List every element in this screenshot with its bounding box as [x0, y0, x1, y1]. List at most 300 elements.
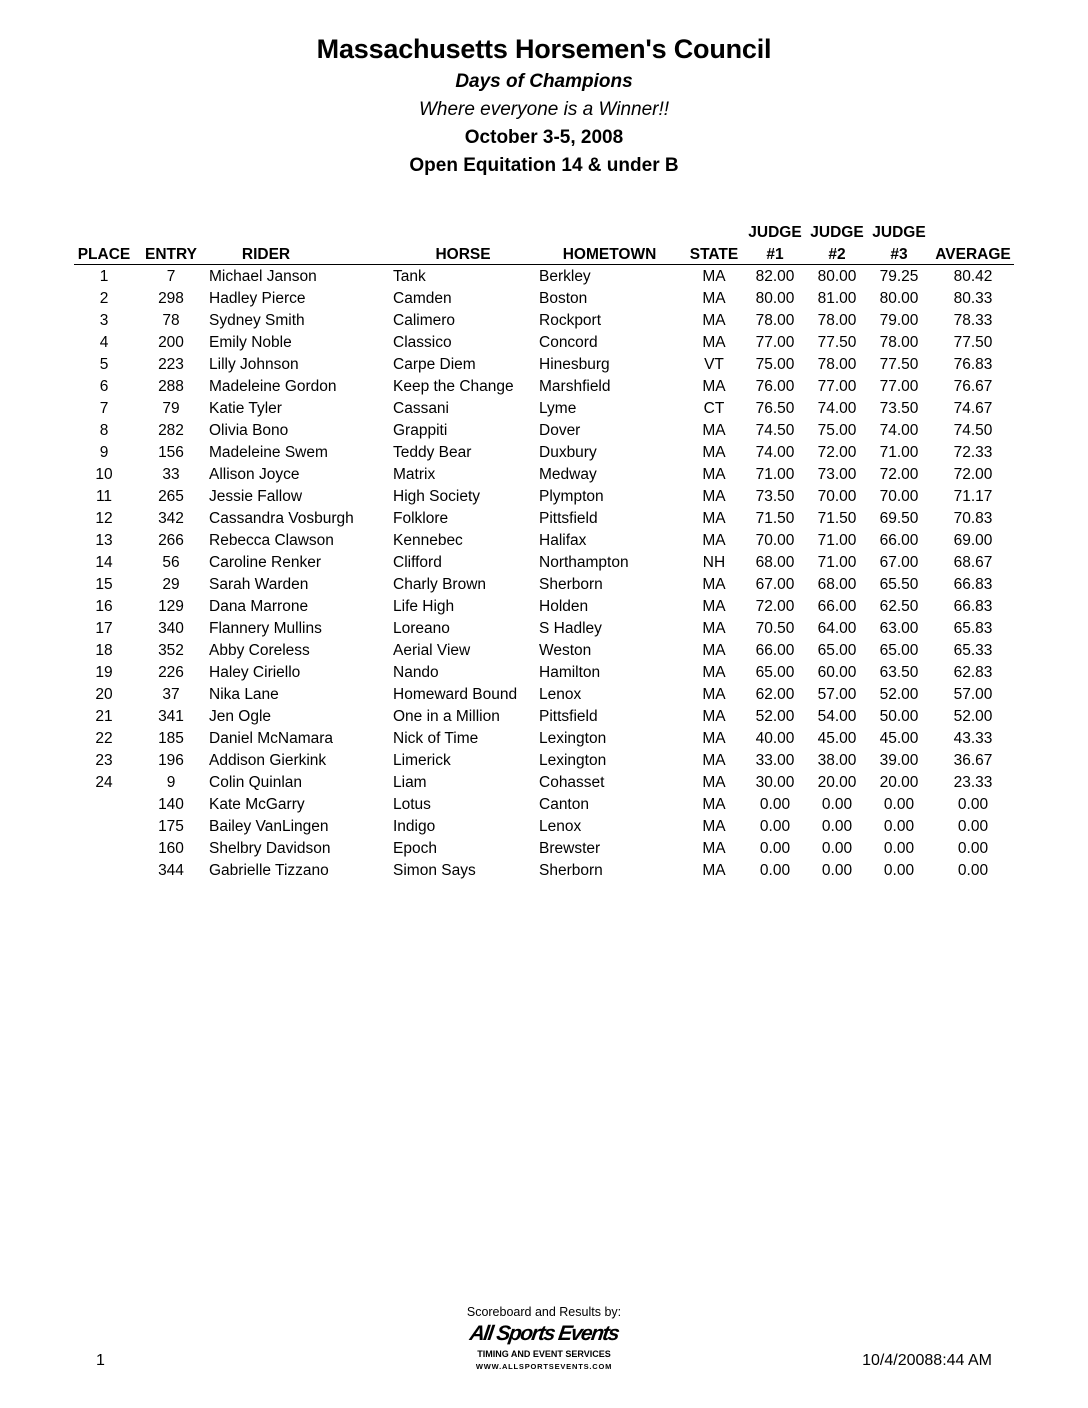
- cell-hometown: Cohasset: [539, 774, 605, 791]
- cell-horse: Limerick: [393, 752, 451, 769]
- cell-horse: Matrix: [393, 466, 436, 483]
- cell-entry: 29: [162, 576, 180, 593]
- cell-judge-2: 73.00: [817, 466, 857, 483]
- column-header-row: [0, 244, 1088, 266]
- cell-judge-3: 39.00: [879, 752, 919, 769]
- cell-entry: 223: [158, 356, 184, 373]
- cell-state: MA: [702, 510, 726, 527]
- cell-judge-2: 66.00: [817, 598, 857, 615]
- cell-hometown: Hinesburg: [539, 356, 610, 373]
- cell-state: MA: [702, 378, 726, 395]
- cell-rider: Lilly Johnson: [209, 356, 299, 373]
- cell-state: MA: [702, 752, 726, 769]
- table-row: [0, 420, 1088, 442]
- table-row: [0, 794, 1088, 816]
- cell-place: 22: [95, 730, 113, 747]
- document-title: Massachusetts Horsemen's Council: [316, 34, 772, 64]
- cell-judge-3: 65.00: [879, 642, 919, 659]
- cell-judge-1: 40.00: [755, 730, 795, 747]
- cell-judge-3: 77.50: [879, 356, 919, 373]
- cell-horse: Kennebec: [393, 532, 463, 549]
- cell-judge-3: 69.50: [879, 510, 919, 527]
- table-row: [0, 750, 1088, 772]
- cell-hometown: Halifax: [539, 532, 587, 549]
- cell-average: 72.00: [953, 466, 993, 483]
- cell-judge-2: 20.00: [817, 774, 857, 791]
- cell-judge-1: 71.50: [755, 510, 795, 527]
- cell-judge-1: 74.50: [755, 422, 795, 439]
- cell-horse: Epoch: [393, 840, 437, 857]
- cell-entry: 200: [158, 334, 184, 351]
- cell-judge-2: 57.00: [817, 686, 857, 703]
- table-row: [0, 486, 1088, 508]
- table-row: [0, 266, 1088, 288]
- cell-entry: 175: [158, 818, 184, 835]
- cell-judge-3: 0.00: [883, 840, 915, 857]
- cell-rider: Shelbry Davidson: [209, 840, 331, 857]
- table-row: [0, 838, 1088, 860]
- cell-rider: Haley Ciriello: [209, 664, 301, 681]
- cell-place: 15: [95, 576, 113, 593]
- cell-average: 80.33: [953, 290, 993, 307]
- cell-judge-1: 75.00: [755, 356, 795, 373]
- cell-place: 11: [95, 488, 113, 505]
- cell-entry: 196: [158, 752, 184, 769]
- cell-average: 74.50: [953, 422, 993, 439]
- cell-state: MA: [702, 796, 726, 813]
- cell-judge-3: 78.00: [879, 334, 919, 351]
- cell-judge-2: 0.00: [821, 840, 853, 857]
- cell-horse: Grappiti: [393, 422, 448, 439]
- cell-state: MA: [702, 818, 726, 835]
- judge-1-group-label: JUDGE: [748, 224, 802, 241]
- cell-average: 65.83: [953, 620, 993, 637]
- cell-rider: Jen Ogle: [209, 708, 272, 725]
- timing-services-text: TIMING AND EVENT SERVICES: [477, 1349, 611, 1359]
- cell-state: MA: [702, 290, 726, 307]
- cell-judge-1: 70.00: [755, 532, 795, 549]
- cell-hometown: Berkley: [539, 268, 591, 285]
- table-row: [0, 398, 1088, 420]
- cell-rider: Gabrielle Tizzano: [209, 862, 329, 879]
- cell-judge-3: 71.00: [879, 444, 919, 461]
- cell-place: 13: [95, 532, 113, 549]
- cell-entry: 140: [158, 796, 184, 813]
- cell-judge-3: 67.00: [879, 554, 919, 571]
- cell-state: MA: [702, 444, 726, 461]
- cell-average: 36.67: [953, 752, 993, 769]
- table-row: [0, 618, 1088, 640]
- cell-place: 10: [95, 466, 113, 483]
- cell-rider: Sarah Warden: [209, 576, 309, 593]
- cell-rider: Addison Gierkink: [209, 752, 327, 769]
- cell-place: 14: [95, 554, 113, 571]
- cell-state: MA: [702, 466, 726, 483]
- col-header-average: AVERAGE: [935, 246, 1011, 263]
- cell-place: 12: [95, 510, 113, 527]
- cell-entry: 79: [162, 400, 180, 417]
- cell-rider: Olivia Bono: [209, 422, 289, 439]
- cell-entry: 344: [158, 862, 184, 879]
- cell-judge-1: 73.50: [755, 488, 795, 505]
- cell-horse: Charly Brown: [393, 576, 487, 593]
- cell-average: 43.33: [953, 730, 993, 747]
- cell-hometown: Concord: [539, 334, 598, 351]
- cell-state: NH: [702, 554, 726, 571]
- scoreboard-credit: Scoreboard and Results by:: [466, 1305, 622, 1319]
- cell-state: MA: [702, 840, 726, 857]
- cell-judge-2: 38.00: [817, 752, 857, 769]
- cell-average: 62.83: [953, 664, 993, 681]
- cell-judge-1: 72.00: [755, 598, 795, 615]
- cell-state: MA: [702, 774, 726, 791]
- cell-judge-2: 64.00: [817, 620, 857, 637]
- table-row: [0, 288, 1088, 310]
- cell-place: 6: [99, 378, 109, 395]
- cell-horse: Keep the Change: [393, 378, 514, 395]
- cell-average: 65.33: [953, 642, 993, 659]
- cell-horse: Carpe Diem: [393, 356, 476, 373]
- cell-hometown: Hamilton: [539, 664, 601, 681]
- cell-entry: 298: [158, 290, 184, 307]
- cell-judge-1: 68.00: [755, 554, 795, 571]
- judge-group-header-row: [0, 222, 1088, 244]
- cell-judge-2: 75.00: [817, 422, 857, 439]
- cell-judge-3: 79.25: [879, 268, 919, 285]
- cell-hometown: Plympton: [539, 488, 604, 505]
- cell-average: 66.83: [953, 598, 993, 615]
- cell-judge-2: 71.00: [817, 554, 857, 571]
- cell-judge-2: 0.00: [821, 818, 853, 835]
- cell-judge-2: 71.00: [817, 532, 857, 549]
- cell-judge-2: 45.00: [817, 730, 857, 747]
- cell-entry: 33: [162, 466, 180, 483]
- cell-judge-1: 62.00: [755, 686, 795, 703]
- cell-horse: One in a Million: [393, 708, 500, 725]
- cell-judge-3: 66.00: [879, 532, 919, 549]
- cell-judge-3: 79.00: [879, 312, 919, 329]
- cell-entry: 288: [158, 378, 184, 395]
- cell-horse: Folklore: [393, 510, 449, 527]
- cell-state: MA: [702, 642, 726, 659]
- cell-rider: Caroline Renker: [209, 554, 321, 571]
- cell-hometown: Boston: [539, 290, 588, 307]
- cell-entry: 282: [158, 422, 184, 439]
- cell-hometown: Medway: [539, 466, 597, 483]
- table-row: [0, 530, 1088, 552]
- cell-place: 2: [99, 290, 109, 307]
- col-header-horse: HORSE: [435, 246, 491, 263]
- cell-place: 18: [95, 642, 113, 659]
- cell-judge-2: 72.00: [817, 444, 857, 461]
- cell-place: 19: [95, 664, 113, 681]
- table-row: [0, 596, 1088, 618]
- cell-judge-2: 60.00: [817, 664, 857, 681]
- table-row: [0, 574, 1088, 596]
- table-row: [0, 662, 1088, 684]
- cell-judge-1: 52.00: [755, 708, 795, 725]
- cell-judge-2: 77.00: [817, 378, 857, 395]
- document-header: [0, 30, 1088, 180]
- cell-hometown: Northampton: [539, 554, 629, 571]
- cell-judge-3: 20.00: [879, 774, 919, 791]
- cell-rider: Jessie Fallow: [209, 488, 303, 505]
- table-row: [0, 860, 1088, 882]
- cell-rider: Allison Joyce: [209, 466, 300, 483]
- all-sports-events-logo: All Sports Events: [468, 1322, 620, 1345]
- cell-rider: Katie Tyler: [209, 400, 282, 417]
- cell-rider: Abby Coreless: [209, 642, 310, 659]
- cell-rider: Cassandra Vosburgh: [209, 510, 354, 527]
- cell-judge-2: 54.00: [817, 708, 857, 725]
- cell-rider: Daniel McNamara: [209, 730, 334, 747]
- cell-horse: High Society: [393, 488, 481, 505]
- cell-average: 76.83: [953, 356, 993, 373]
- cell-entry: 156: [158, 444, 184, 461]
- cell-judge-1: 65.00: [755, 664, 795, 681]
- cell-state: MA: [702, 268, 726, 285]
- cell-state: MA: [702, 488, 726, 505]
- col-header-hometown: HOMETOWN: [562, 246, 657, 263]
- cell-rider: Nika Lane: [209, 686, 279, 703]
- table-row: [0, 354, 1088, 376]
- cell-horse: Life High: [393, 598, 455, 615]
- cell-horse: Homeward Bound: [393, 686, 518, 703]
- cell-average: 74.67: [953, 400, 993, 417]
- cell-judge-1: 70.50: [755, 620, 795, 637]
- cell-judge-1: 71.00: [755, 466, 795, 483]
- cell-horse: Clifford: [393, 554, 442, 571]
- table-row: [0, 816, 1088, 838]
- cell-hometown: S Hadley: [539, 620, 602, 637]
- cell-place: 3: [99, 312, 109, 329]
- cell-hometown: Lenox: [539, 818, 582, 835]
- cell-average: 0.00: [957, 840, 989, 857]
- cell-horse: Liam: [393, 774, 427, 791]
- cell-judge-2: 0.00: [821, 796, 853, 813]
- cell-place: 16: [95, 598, 113, 615]
- cell-average: 70.83: [953, 510, 993, 527]
- cell-entry: 37: [162, 686, 180, 703]
- cell-state: CT: [703, 400, 725, 417]
- cell-hometown: Lenox: [539, 686, 582, 703]
- cell-rider: Dana Marrone: [209, 598, 309, 615]
- cell-judge-1: 82.00: [755, 268, 795, 285]
- cell-horse: Loreano: [393, 620, 450, 637]
- header-divider: [74, 264, 1014, 265]
- cell-hometown: Sherborn: [539, 576, 603, 593]
- cell-average: 52.00: [953, 708, 993, 725]
- cell-entry: 160: [158, 840, 184, 857]
- cell-entry: 226: [158, 664, 184, 681]
- cell-judge-3: 72.00: [879, 466, 919, 483]
- cell-average: 57.00: [953, 686, 993, 703]
- cell-judge-2: 80.00: [817, 268, 857, 285]
- col-header-entry: ENTRY: [145, 246, 197, 263]
- col-header-place: PLACE: [77, 246, 131, 263]
- page-number: 1: [96, 1352, 105, 1369]
- cell-hometown: Holden: [539, 598, 589, 615]
- cell-judge-1: 66.00: [755, 642, 795, 659]
- cell-judge-3: 45.00: [879, 730, 919, 747]
- cell-judge-1: 76.50: [755, 400, 795, 417]
- cell-rider: Emily Noble: [209, 334, 292, 351]
- cell-judge-3: 0.00: [883, 862, 915, 879]
- cell-hometown: Dover: [539, 422, 581, 439]
- cell-average: 0.00: [957, 862, 989, 879]
- cell-judge-3: 70.00: [879, 488, 919, 505]
- show-name: Days of Champions: [455, 71, 633, 92]
- cell-place: 23: [95, 752, 113, 769]
- cell-hometown: Lyme: [539, 400, 577, 417]
- cell-judge-2: 74.00: [817, 400, 857, 417]
- cell-horse: Calimero: [393, 312, 456, 329]
- cell-state: MA: [702, 862, 726, 879]
- cell-entry: 342: [158, 510, 184, 527]
- cell-rider: Bailey VanLingen: [209, 818, 329, 835]
- cell-hometown: Pittsfield: [539, 510, 598, 527]
- cell-state: MA: [702, 334, 726, 351]
- class-name: Open Equitation 14 & under B: [409, 155, 679, 176]
- cell-judge-3: 50.00: [879, 708, 919, 725]
- cell-judge-3: 77.00: [879, 378, 919, 395]
- cell-judge-2: 78.00: [817, 312, 857, 329]
- cell-entry: 341: [158, 708, 184, 725]
- cell-judge-3: 0.00: [883, 796, 915, 813]
- cell-judge-3: 0.00: [883, 818, 915, 835]
- cell-average: 72.33: [953, 444, 993, 461]
- table-row: [0, 376, 1088, 398]
- cell-judge-3: 62.50: [879, 598, 919, 615]
- cell-judge-3: 74.00: [879, 422, 919, 439]
- cell-judge-1: 33.00: [755, 752, 795, 769]
- table-row: [0, 640, 1088, 662]
- table-row: [0, 552, 1088, 574]
- cell-hometown: Lexington: [539, 752, 607, 769]
- cell-place: 17: [95, 620, 113, 637]
- cell-place: 5: [99, 356, 109, 373]
- cell-hometown: Lexington: [539, 730, 607, 747]
- cell-state: MA: [702, 664, 726, 681]
- judge-3-group-label: JUDGE: [872, 224, 926, 241]
- cell-rider: Madeleine Swem: [209, 444, 328, 461]
- cell-rider: Sydney Smith: [209, 312, 305, 329]
- cell-judge-3: 80.00: [879, 290, 919, 307]
- website-text: WWW.ALLSPORTSEVENTS.COM: [475, 1362, 613, 1371]
- cell-horse: Tank: [393, 268, 426, 285]
- cell-horse: Teddy Bear: [393, 444, 472, 461]
- cell-judge-1: 78.00: [755, 312, 795, 329]
- cell-horse: Indigo: [393, 818, 436, 835]
- cell-horse: Lotus: [393, 796, 431, 813]
- cell-horse: Nando: [393, 664, 439, 681]
- cell-judge-3: 63.00: [879, 620, 919, 637]
- cell-rider: Michael Janson: [209, 268, 317, 285]
- cell-state: MA: [702, 532, 726, 549]
- cell-judge-2: 71.50: [817, 510, 857, 527]
- cell-place: 21: [95, 708, 113, 725]
- show-tagline: Where everyone is a Winner!!: [418, 99, 670, 120]
- cell-judge-2: 77.50: [817, 334, 857, 351]
- cell-judge-3: 63.50: [879, 664, 919, 681]
- judge-2-group-label: JUDGE: [810, 224, 864, 241]
- cell-judge-2: 70.00: [817, 488, 857, 505]
- results-table: [0, 222, 1088, 882]
- cell-entry: 78: [162, 312, 180, 329]
- table-row: [0, 310, 1088, 332]
- cell-rider: Rebecca Clawson: [209, 532, 334, 549]
- cell-hometown: Pittsfield: [539, 708, 598, 725]
- cell-judge-3: 65.50: [879, 576, 919, 593]
- cell-state: MA: [702, 686, 726, 703]
- cell-place: 1: [99, 268, 109, 285]
- table-row: [0, 684, 1088, 706]
- col-header-judge-1: #1: [766, 246, 784, 263]
- cell-place: 9: [99, 444, 109, 461]
- cell-average: 77.50: [953, 334, 993, 351]
- cell-hometown: Weston: [539, 642, 592, 659]
- cell-judge-3: 52.00: [879, 686, 919, 703]
- cell-judge-1: 67.00: [755, 576, 795, 593]
- cell-judge-1: 76.00: [755, 378, 795, 395]
- cell-horse: Classico: [393, 334, 452, 351]
- cell-state: VT: [704, 356, 724, 373]
- cell-horse: Camden: [393, 290, 452, 307]
- cell-average: 66.83: [953, 576, 993, 593]
- cell-judge-1: 0.00: [759, 840, 791, 857]
- cell-state: MA: [702, 422, 726, 439]
- cell-judge-2: 81.00: [817, 290, 857, 307]
- cell-horse: Nick of Time: [393, 730, 479, 747]
- cell-entry: 265: [158, 488, 184, 505]
- table-row: [0, 728, 1088, 750]
- col-header-rider: RIDER: [241, 246, 291, 263]
- cell-judge-3: 73.50: [879, 400, 919, 417]
- cell-hometown: Brewster: [539, 840, 601, 857]
- cell-hometown: Sherborn: [539, 862, 603, 879]
- cell-hometown: Canton: [539, 796, 589, 813]
- cell-rider: Colin Quinlan: [209, 774, 303, 791]
- cell-judge-2: 78.00: [817, 356, 857, 373]
- cell-place: 24: [95, 774, 113, 791]
- cell-entry: 129: [158, 598, 184, 615]
- cell-horse: Simon Says: [393, 862, 476, 879]
- cell-entry: 185: [158, 730, 184, 747]
- print-timestamp: 10/4/20088:44 AM: [862, 1352, 992, 1369]
- cell-judge-1: 80.00: [755, 290, 795, 307]
- cell-place: 4: [99, 334, 109, 351]
- cell-entry: 266: [158, 532, 184, 549]
- cell-average: 0.00: [957, 818, 989, 835]
- cell-average: 0.00: [957, 796, 989, 813]
- table-row: [0, 772, 1088, 794]
- cell-average: 80.42: [953, 268, 993, 285]
- cell-judge-1: 0.00: [759, 862, 791, 879]
- cell-average: 23.33: [953, 774, 993, 791]
- col-header-judge-2: #2: [828, 246, 846, 263]
- cell-rider: Kate McGarry: [209, 796, 305, 813]
- cell-hometown: Duxbury: [539, 444, 597, 461]
- cell-place: 8: [99, 422, 109, 439]
- cell-judge-1: 30.00: [755, 774, 795, 791]
- cell-average: 71.17: [953, 488, 993, 505]
- cell-average: 69.00: [953, 532, 993, 549]
- cell-state: MA: [702, 708, 726, 725]
- cell-judge-2: 0.00: [821, 862, 853, 879]
- cell-judge-2: 68.00: [817, 576, 857, 593]
- cell-entry: 56: [162, 554, 180, 571]
- cell-judge-2: 65.00: [817, 642, 857, 659]
